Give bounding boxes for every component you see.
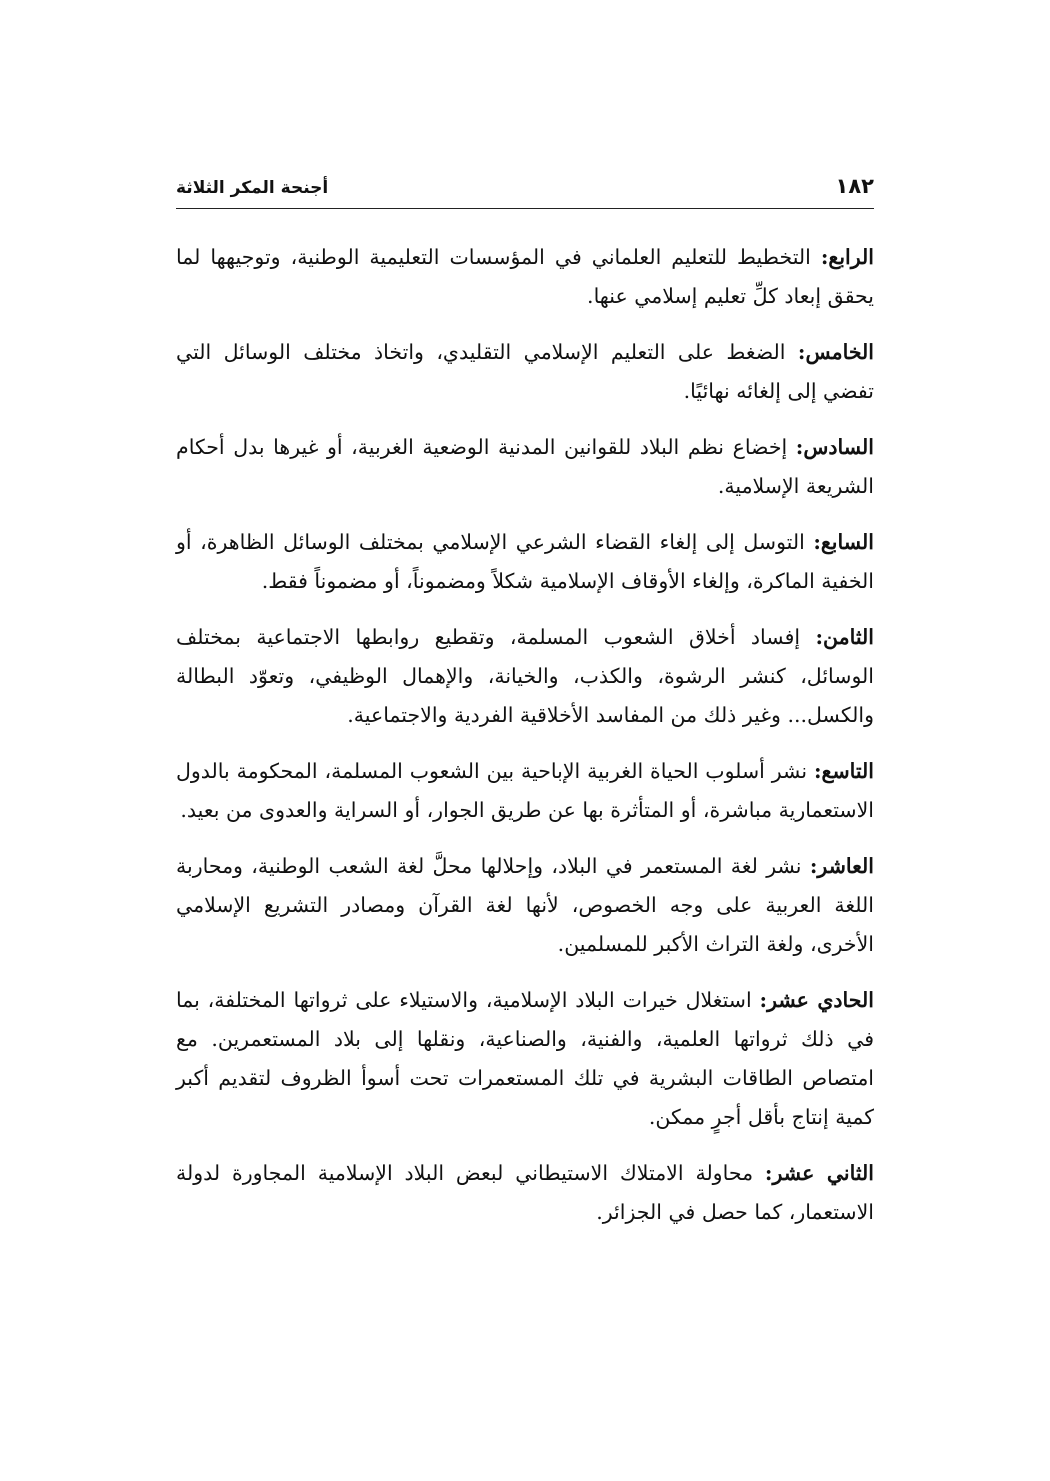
- paragraph-lead: الرابع:: [820, 245, 874, 269]
- paragraph-text: الضغط على التعليم الإسلامي التقليدي، واتخاذ مختلف الوسائل التي تفضي إلى إلغائه نهائيًا.: [176, 340, 874, 403]
- paragraph-lead: السادس:: [795, 435, 874, 459]
- paragraph-twelfth: [176, 1154, 874, 1232]
- paragraph-seventh: [176, 523, 874, 601]
- paragraph-lead: السابع:: [813, 530, 874, 554]
- paragraph-text: استغلال خيرات البلاد الإسلامية، والاستيلاء على ثرواتها المختلفة، بما في ذلك ثرواتها العلمية، والفنية، والصناعية، ونقلها إلى بلاد المستعمرين. مع امتصاص الطاقات البشرية في تلك المستعمرات تحت أسوأ الظروف لتقديم أكبر كمية إنتاج بأقل أجرٍ ممكن.: [176, 988, 874, 1129]
- paragraph-text: محاولة الامتلاك الاستيطاني لبعض البلاد الإسلامية المجاورة لدولة الاستعمار، كما حصل في الجزائر.: [176, 1161, 874, 1224]
- paragraph-lead: الحادي عشر:: [759, 988, 874, 1012]
- paragraph-text: نشر لغة المستعمر في البلاد، وإحلالها محلَّ لغة الشعب الوطنية، ومحاربة اللغة العربية على وجه الخصوص، لأنها لغة القرآن ومصادر التشريع الإسلامي الأخرى، ولغة التراث الأكبر للمسلمين.: [176, 854, 874, 956]
- paragraph-text: التوسل إلى إلغاء القضاء الشرعي الإسلامي بمختلف الوسائل الظاهرة، أو الخفية الماكرة، وإلغاء الأوقاف الإسلامية شكلاً ومضموناً، أو مضموناً فقط.: [176, 530, 874, 593]
- paragraph-text: إفساد أخلاق الشعوب المسلمة، وتقطيع روابطها الاجتماعية بمختلف الوسائل، كنشر الرشوة، والكذب، والخيانة، والإهمال الوظيفي، وتعوّد البطالة والكسل... وغير ذلك من المفاسد الأخلاقية الفردية والاجتماعية.: [176, 625, 874, 727]
- paragraph-eleventh: [176, 981, 874, 1137]
- page-header: [176, 168, 874, 209]
- paragraph-lead: الثامن:: [815, 625, 874, 649]
- paragraph-ninth: [176, 752, 874, 830]
- paragraph-fourth: [176, 238, 874, 316]
- page-number: ١٨٢: [835, 174, 874, 198]
- paragraph-sixth: [176, 428, 874, 506]
- paragraph-lead: الثاني عشر:: [764, 1161, 874, 1185]
- paragraph-lead: العاشر:: [809, 854, 874, 878]
- paragraph-lead: الخامس:: [797, 340, 874, 364]
- page-body: [176, 238, 874, 1249]
- paragraph-lead: التاسع:: [813, 759, 874, 783]
- paragraph-text: نشر أسلوب الحياة الغربية الإباحية بين الشعوب المسلمة، المحكومة بالدول الاستعمارية مباشرة، أو المتأثرة بها عن طريق الجوار، أو السراية والعدوى من بعيد.: [176, 759, 874, 822]
- paragraph-text: إخضاع نظم البلاد للقوانين المدنية الوضعية الغربية، أو غيرها بدل أحكام الشريعة الإسلامية.: [176, 435, 874, 498]
- running-title: أجنحة المكر الثلاثة: [176, 178, 329, 198]
- paragraph-text: التخطيط للتعليم العلماني في المؤسسات التعليمية الوطنية، وتوجيهها لما يحقق إبعاد كلِّ تعليم إسلامي عنها.: [176, 245, 874, 308]
- paragraph-eighth: [176, 618, 874, 735]
- paragraph-tenth: [176, 847, 874, 964]
- paragraph-fifth: [176, 333, 874, 411]
